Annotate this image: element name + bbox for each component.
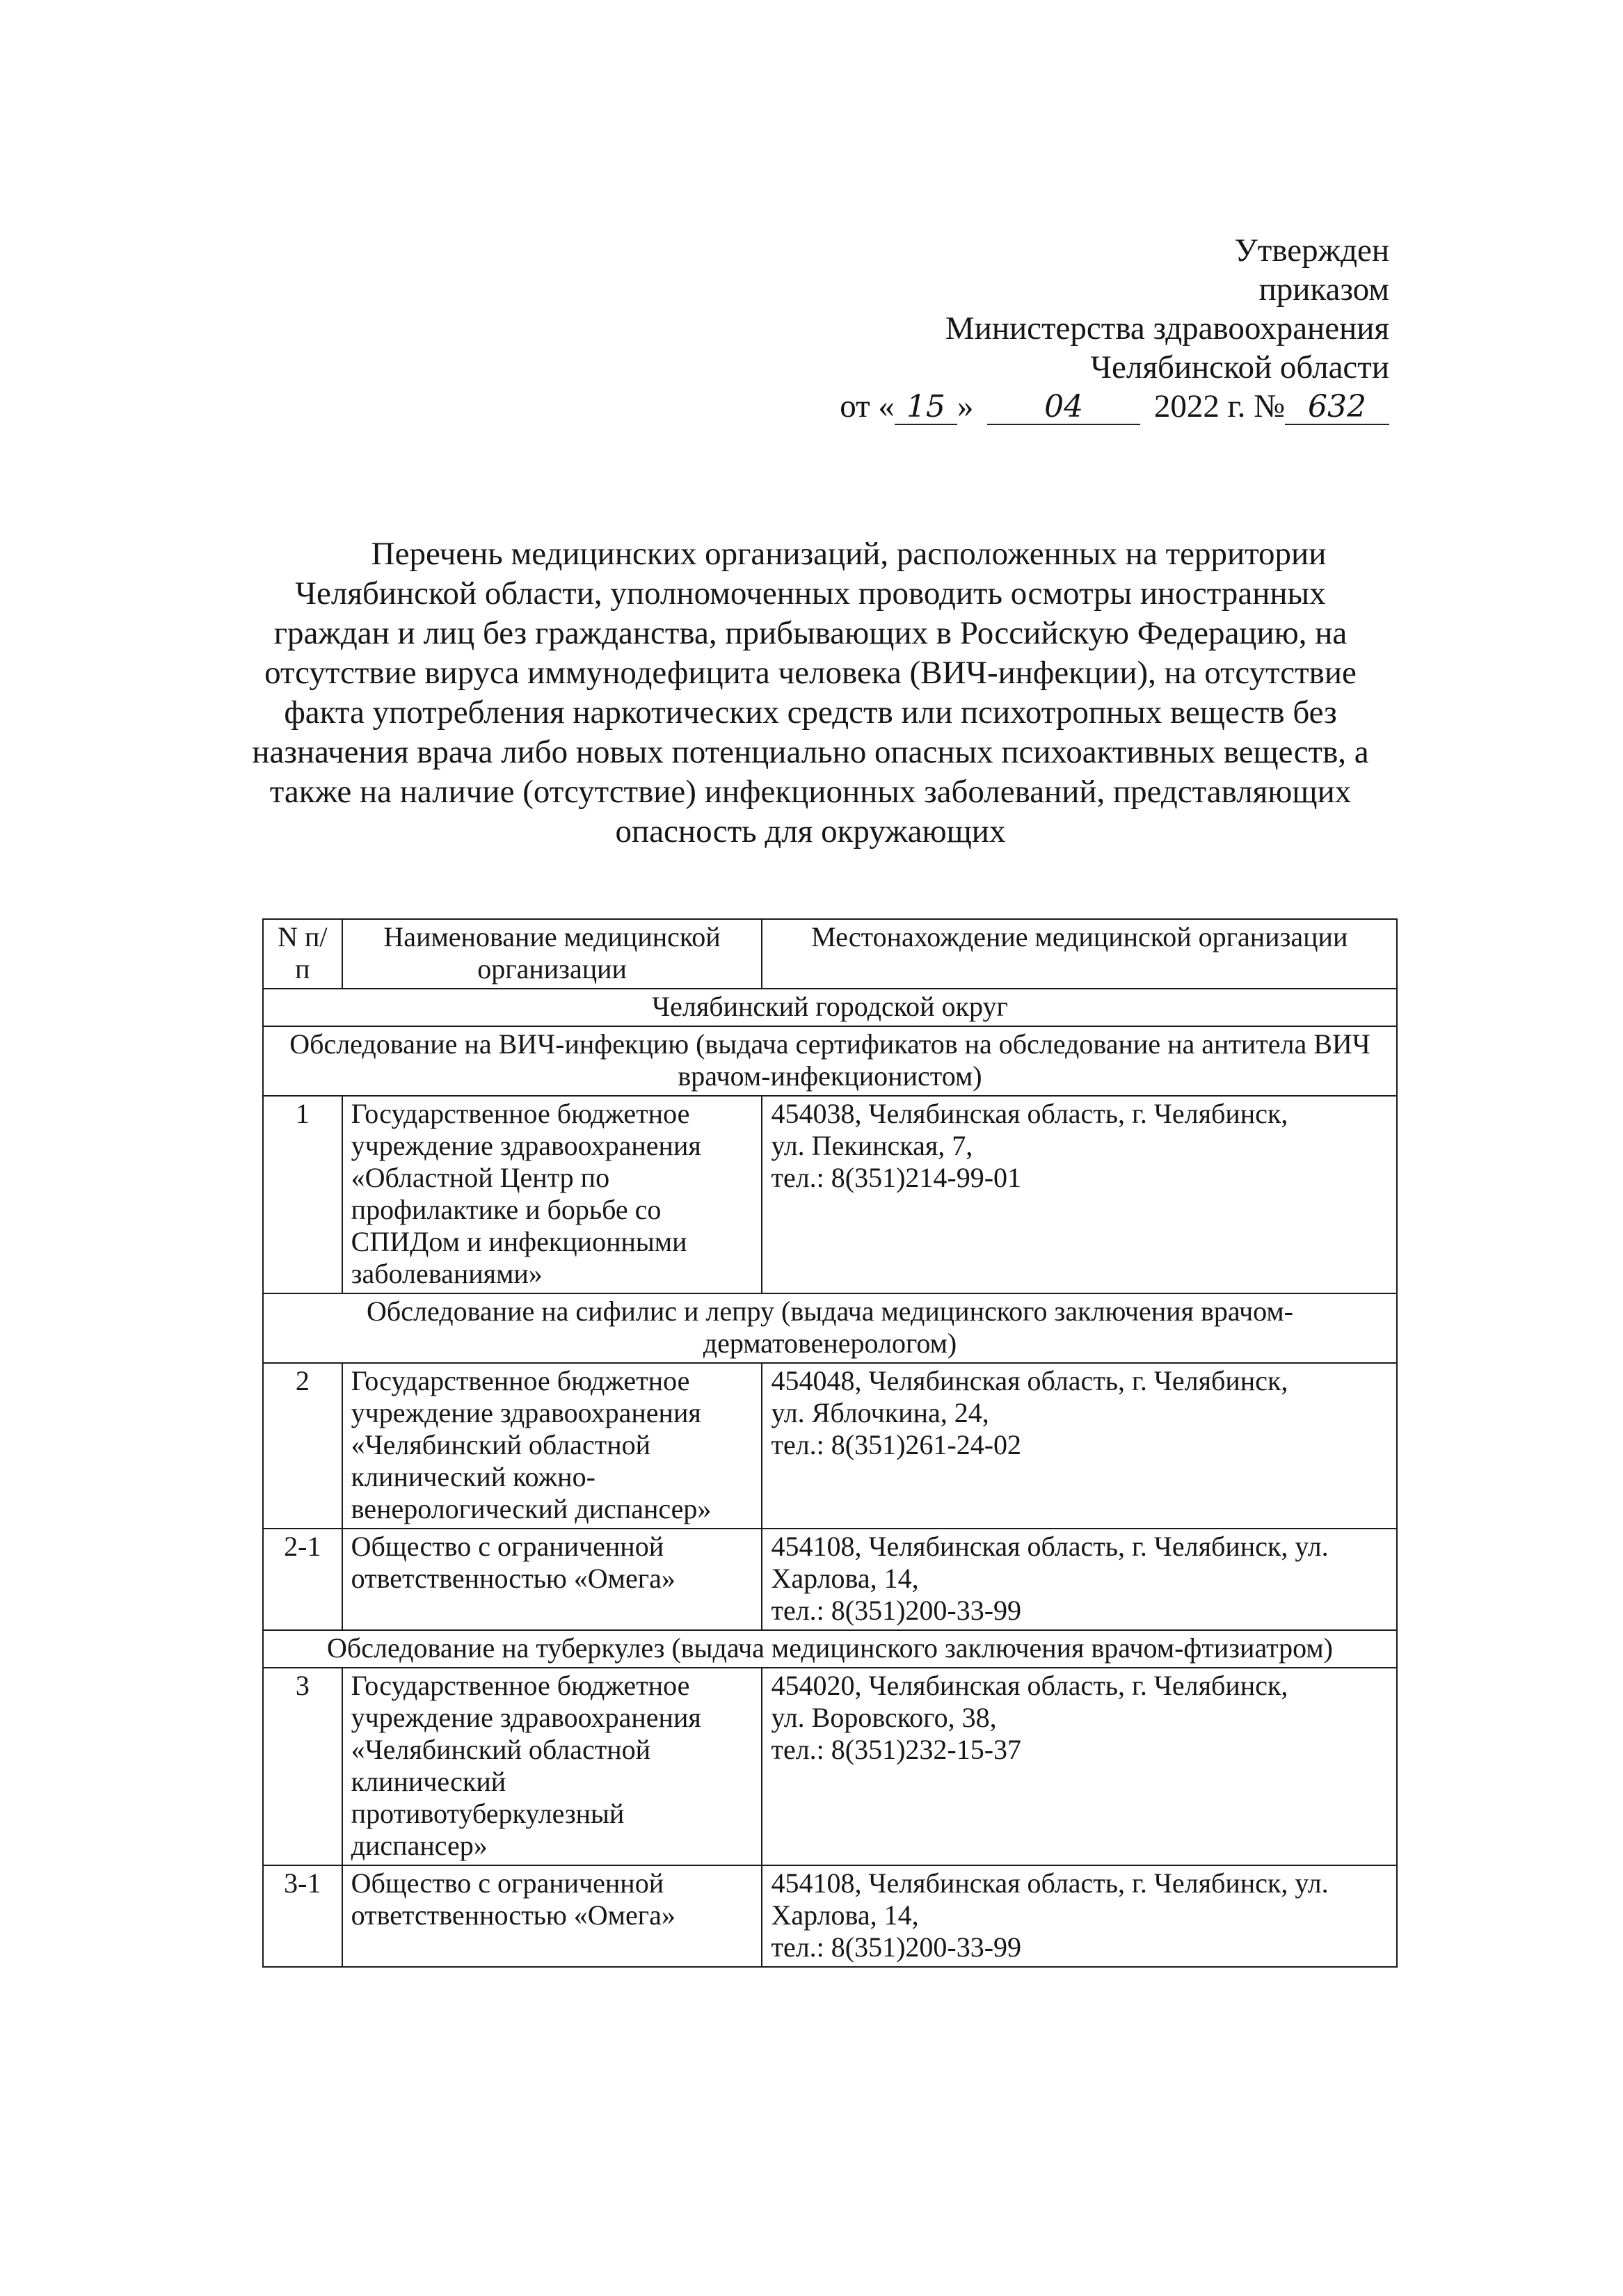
table-row — [263, 1668, 1397, 1865]
table-row — [263, 1529, 1397, 1630]
row-num: 2 — [263, 1363, 342, 1529]
header-name: Наименование медицинской организации — [342, 919, 762, 989]
section-hiv-title: Обследование на ВИЧ-инфекцию (выдача сертификатов на обследование на антитела ВИЧ врачом-инфекционистом) — [263, 1026, 1397, 1096]
header-address: Местонахождение медицинской организации — [762, 919, 1397, 989]
row-address: 454108, Челябинская область, г. Челябинск, ул. Харлова, 14, тел.: 8(351)200-33-99 — [762, 1529, 1397, 1630]
row-num: 1 — [263, 1096, 342, 1293]
approval-line-approved: Утвержден — [1234, 232, 1389, 269]
row-num: 3 — [263, 1668, 342, 1865]
section-syphilis-title: Обследование на сифилис и лепру (выдача медицинского заключения врачом-дерматовенерологом) — [263, 1293, 1397, 1363]
document-title — [250, 534, 1370, 852]
row-address: 454108, Челябинская область, г. Челябинск, ул. Харлова, 14, тел.: 8(351)200-33-99 — [762, 1865, 1397, 1967]
row-name: Государственное бюджетное учреждение здравоохранения «Областной Центр по профилактике и борьбе со СПИДом и инфекционными заболеваниями» — [342, 1096, 762, 1293]
row-name: Общество с ограниченной ответственностью «Омега» — [342, 1865, 762, 1967]
approval-block — [840, 231, 1389, 426]
date-prefix: от « — [840, 388, 895, 424]
row-name: Государственное бюджетное учреждение здравоохранения «Челябинский областной клинический кожно-венерологический диспансер» — [342, 1363, 762, 1529]
date-day-handwritten: 15 — [895, 390, 957, 425]
row-address: 454020, Челябинская область, г. Челябинск, ул. Воровского, 38, тел.: 8(351)232-15-37 — [762, 1668, 1397, 1865]
approval-line-region: Челябинской области — [1090, 349, 1389, 385]
section-row — [263, 1293, 1397, 1363]
row-num: 2-1 — [263, 1529, 342, 1630]
table-header-row — [263, 919, 1397, 989]
row-name: Государственное бюджетное учреждение здравоохранения «Челябинский областной клинический противотуберкулезный диспансер» — [342, 1668, 762, 1865]
date-year: 2022 г. № — [1153, 388, 1285, 424]
section-row — [263, 1630, 1397, 1668]
row-address: 454048, Челябинская область, г. Челябинск, ул. Яблочкина, 24, тел.: 8(351)261-24-02 — [762, 1363, 1397, 1529]
section-row — [263, 1026, 1397, 1096]
row-num: 3-1 — [263, 1865, 342, 1967]
table-row — [263, 1865, 1397, 1967]
date-mid: » — [957, 388, 974, 424]
table-row — [263, 1363, 1397, 1529]
date-month-handwritten: 04 — [987, 390, 1140, 425]
section-tuberculosis-title: Обследование на туберкулез (выдача медицинского заключения врачом-фтизиатром) — [263, 1630, 1397, 1668]
row-address: 454038, Челябинская область, г. Челябинск, ул. Пекинская, 7, тел.: 8(351)214-99-01 — [762, 1096, 1397, 1293]
row-name: Общество с ограниченной ответственностью «Омега» — [342, 1529, 762, 1630]
region-title: Челябинский городской округ — [263, 989, 1397, 1026]
region-row — [263, 989, 1397, 1026]
approval-line-ministry: Министерства здравоохранения — [945, 310, 1389, 346]
approval-date-line — [840, 387, 1389, 426]
document-title-text: Перечень медицинских организаций, расположенных на территории Челябинской области, уполномоченных проводить осмотры иностранных граждан и лиц без гражданства, прибывающих в Российскую Федерацию, на отсутствие вируса иммунодефицита человека (ВИЧ-инфекции), на отсутствие факта употребления наркотических средств или психотропных веществ без назначения врача либо новых потенциально опасных психоактивных веществ, а также на наличие (отсутствие) инфекционных заболеваний, представляющих опасность для окружающих — [252, 536, 1369, 850]
approval-line-order: приказом — [1258, 271, 1389, 308]
header-num: N п/п — [263, 919, 342, 989]
organizations-table — [262, 918, 1398, 1968]
order-number-handwritten: 632 — [1285, 390, 1389, 425]
table-row — [263, 1096, 1397, 1293]
